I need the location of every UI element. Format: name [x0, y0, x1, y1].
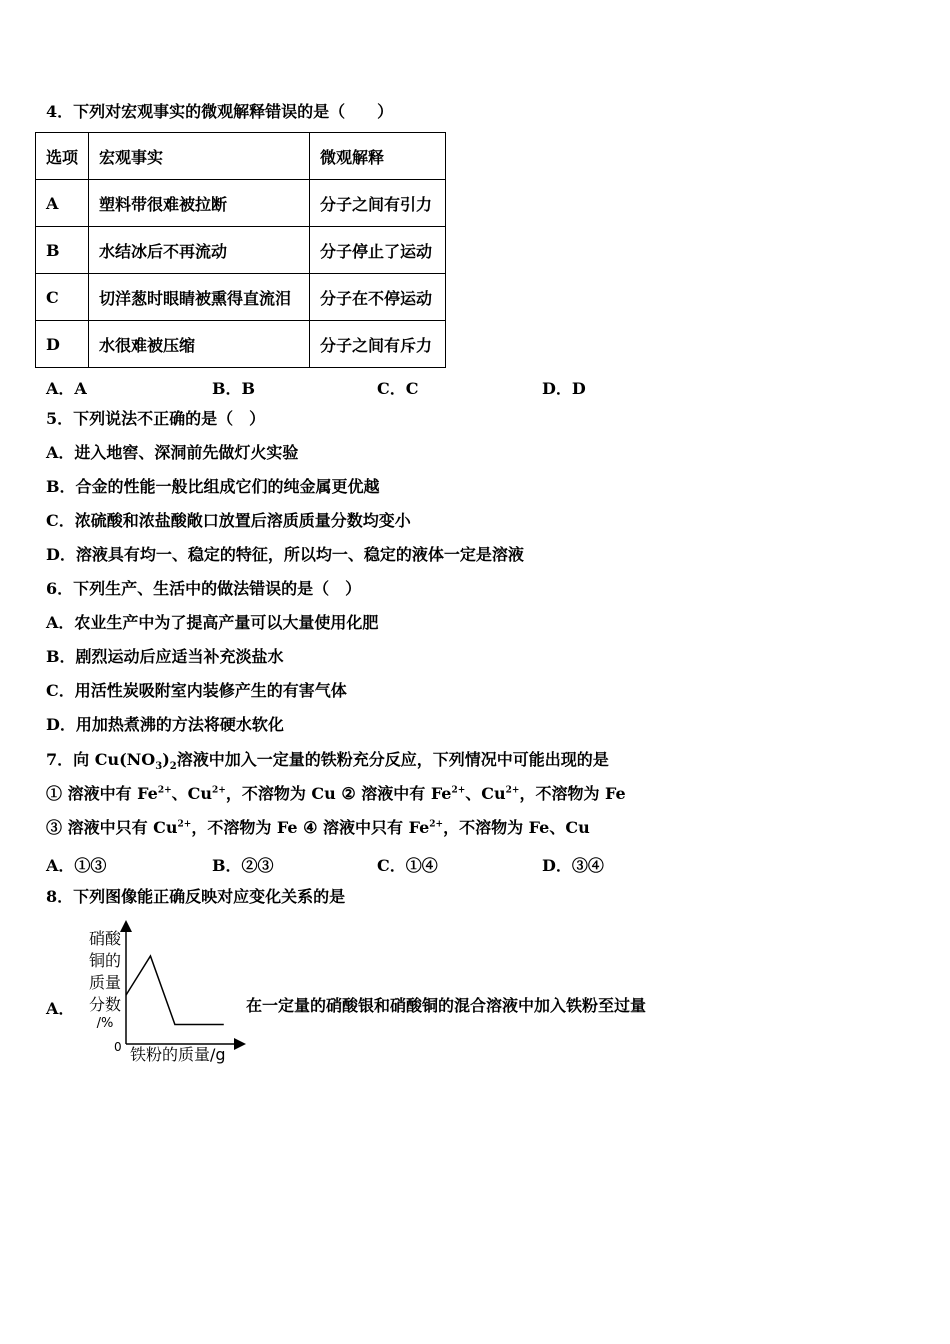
- q8-graph: [80, 920, 260, 1070]
- table-cell: 分子之间有引力: [310, 180, 446, 227]
- table-cell: A: [36, 180, 89, 227]
- table-cell: 塑料带很难被拉断: [89, 180, 310, 227]
- q6-stem: 6．下列生产、生活中的做法错误的是（ ）: [46, 579, 362, 598]
- table-cell: C: [36, 274, 89, 321]
- q6-option-b: B．剧烈运动后应适当补充淡盐水: [46, 647, 284, 666]
- q7-stem: 7．向 $Cu(NO_3)_2$溶液中加入一定量的铁粉充分反应，下列情况中可能出现的是: [46, 750, 609, 773]
- q6-option-c: C．用活性炭吸附室内装修产生的有害气体: [46, 681, 347, 700]
- q8-option-a-label: A．: [46, 999, 75, 1018]
- table-row: [36, 274, 446, 321]
- table-cell: 切洋葱时眼睛被熏得直流泪: [89, 274, 310, 321]
- q4-option-c: C．C: [377, 379, 419, 398]
- table-header-row: [36, 133, 446, 180]
- table-cell: 分子在不停运动: [310, 274, 446, 321]
- table-cell: 分子停止了运动: [310, 227, 446, 274]
- table-header-cell: 微观解释: [310, 133, 446, 180]
- origin-label: 0: [114, 1040, 122, 1054]
- q6-option-d: D．用加热煮沸的方法将硬水软化: [46, 715, 284, 734]
- table-cell: B: [36, 227, 89, 274]
- q5-option-d: D．溶液具有均一、稳定的特征，所以均一、稳定的液体一定是溶液: [46, 545, 524, 564]
- q5-stem: 5．下列说法不正确的是（ ）: [46, 409, 266, 428]
- q7-option-d: D．③④: [542, 856, 604, 875]
- table-row: [36, 321, 446, 368]
- chart-series-line: [126, 956, 224, 1024]
- q4-option-d: D．D: [542, 379, 586, 398]
- table-cell: 分子之间有斥力: [310, 321, 446, 368]
- x-axis-label: 铁粉的质量/g: [130, 1045, 226, 1064]
- table-row: [36, 180, 446, 227]
- q5-option-c: C．浓硫酸和浓盐酸敞口放置后溶质质量分数均变小: [46, 511, 411, 530]
- q8-stem: 8．下列图像能正确反映对应变化关系的是: [46, 887, 346, 906]
- q5-option-a: A．进入地窖、深洞前先做灯火实验: [46, 443, 299, 462]
- q4-stem: 4．下列对宏观事实的微观解释错误的是（ ）: [46, 102, 394, 121]
- table-cell: 水很难被压缩: [89, 321, 310, 368]
- q4-option-b: B．B: [212, 379, 256, 398]
- y-axis-label: 硝酸 铜的 质量 分数 /%: [88, 929, 121, 1031]
- q7-option-b: B．②③: [212, 856, 274, 875]
- table-cell: D: [36, 321, 89, 368]
- table-cell: 水结冰后不再流动: [89, 227, 310, 274]
- q7-statements-1-2: ① 溶液中有 $Fe^{2+}$、$Cu^{2+}$，不溶物为 Cu ② 溶液中有 $Fe^{2+}$、$Cu^{2+}$，不溶物为 Fe: [46, 784, 626, 803]
- q6-option-a: A．农业生产中为了提高产量可以大量使用化肥: [46, 613, 379, 632]
- q7-option-c: C．①④: [377, 856, 438, 875]
- q4-option-a: A．A: [46, 379, 87, 398]
- q8-option-a-text: 在一定量的硝酸银和硝酸铜的混合溶液中加入铁粉至过量: [246, 996, 647, 1015]
- table-header-cell: 宏观事实: [89, 133, 310, 180]
- table-row: [36, 227, 446, 274]
- table-header-cell: 选项: [36, 133, 89, 180]
- q5-option-b: B．合金的性能一般比组成它们的纯金属更优越: [46, 477, 380, 496]
- q7-option-a: A．①③: [46, 856, 107, 875]
- q7-statements-3-4: ③ 溶液中只有 $Cu^{2+}$，不溶物为 Fe ④ 溶液中只有 $Fe^{2+}$，不溶物为 Fe、Cu: [46, 818, 590, 837]
- q4-table: [35, 132, 446, 368]
